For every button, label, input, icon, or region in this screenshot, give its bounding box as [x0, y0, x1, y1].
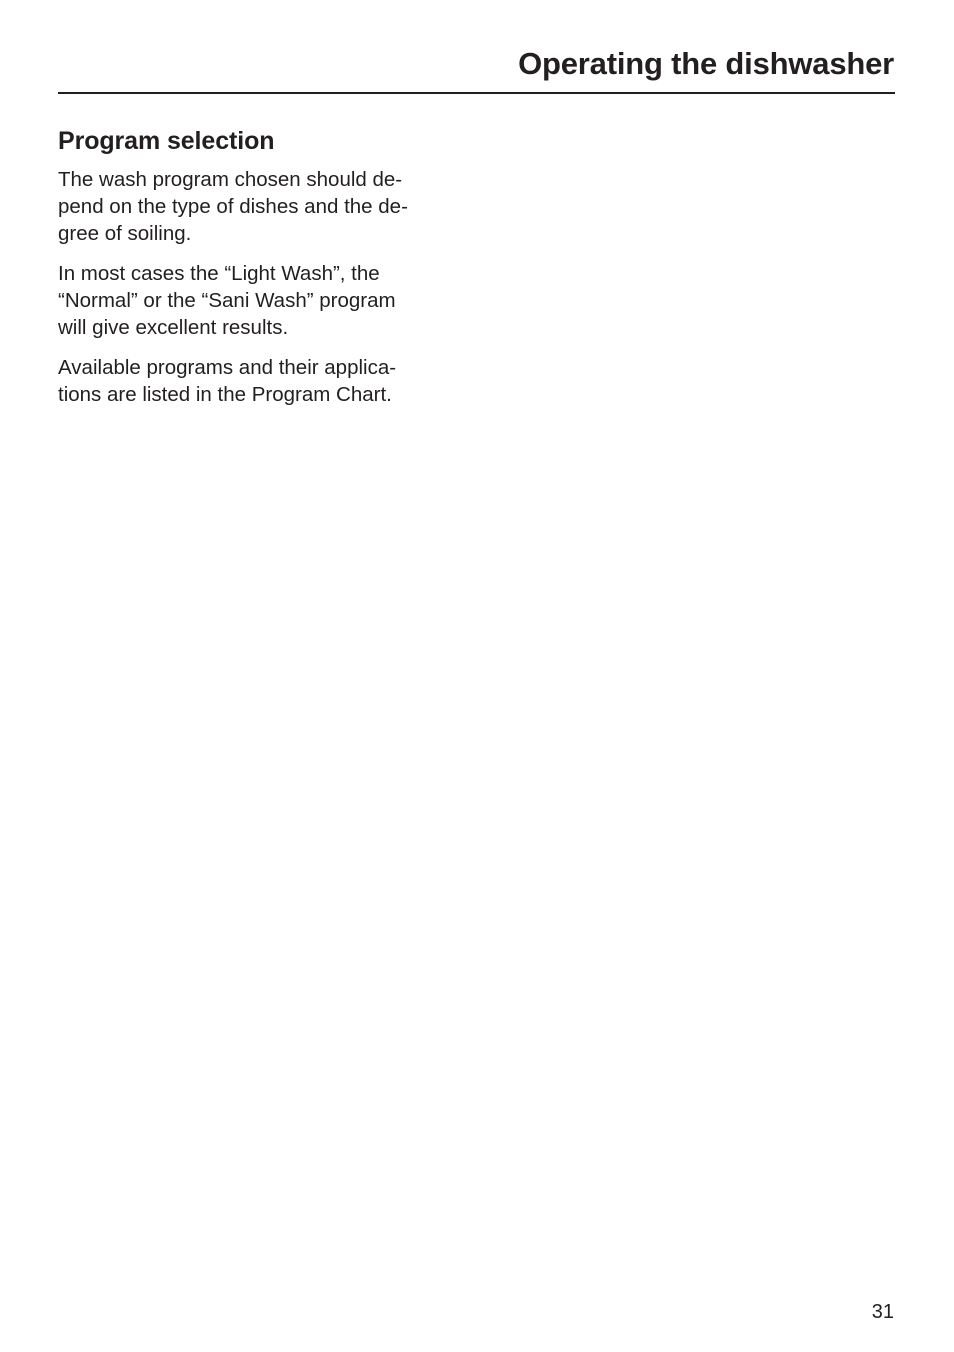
page-header-title: Operating the dishwasher [518, 46, 894, 81]
header-divider [58, 92, 895, 94]
page-number: 31 [871, 1301, 894, 1323]
paragraph: Available programs and their applica- tions are listed in the Program Chart. [58, 356, 397, 406]
section-heading: Program selection [58, 127, 275, 155]
paragraph: The wash program chosen should de- pend on the type of dishes and the de- gree of soiling. [58, 168, 408, 245]
program-selection-section [58, 124, 468, 421]
paragraph: In most cases the “Light Wash”, the “Normal” or the “Sani Wash” program will give excellent results. [58, 262, 396, 339]
